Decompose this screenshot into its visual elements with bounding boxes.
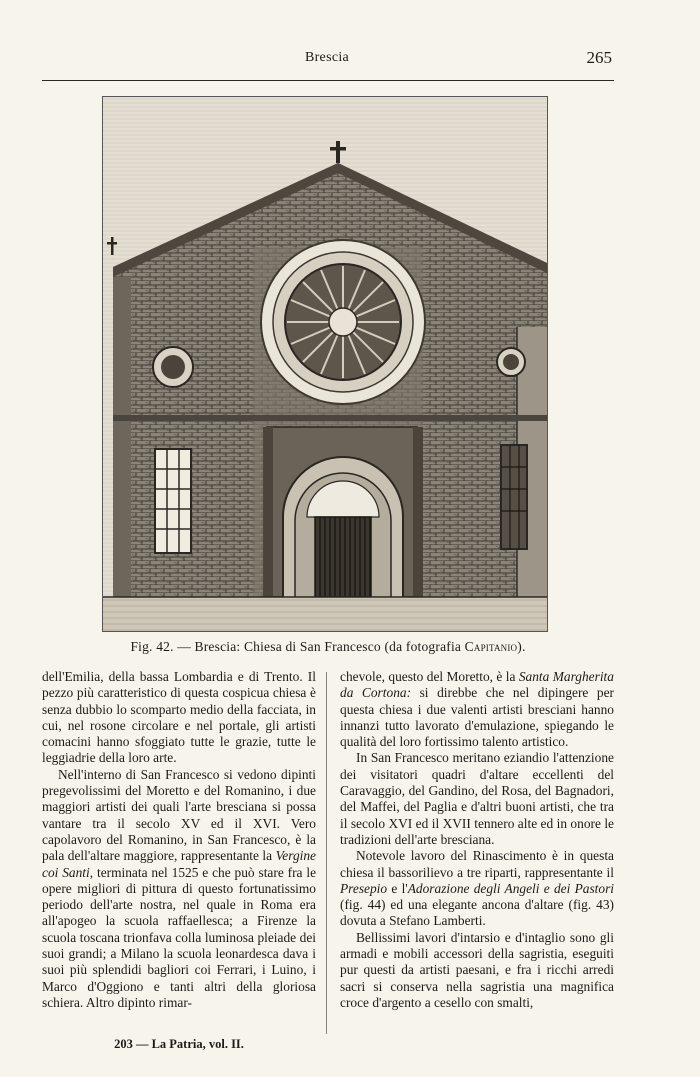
paragraph	[340, 930, 614, 1011]
church-facade-illustration	[103, 97, 547, 631]
body-text: Bellissimi lavori d'intarsio e d'intaglio sono gli armadi e mobili accessori della sagristia, eseguiti pur questi da artisti paesani, e fra i ricchi arredi sacri si conserva nella sagristia una magnifica croce d'argento a cesello con smalti,	[340, 929, 614, 1010]
body-text: (fig. 44) ed una elegante ancona d'altare (fig. 43) dovuta a Stefano Lamberti.	[340, 897, 614, 929]
body-text: dell'Emilia, della bassa Lombardia e di Trento. Il pezzo più caratteristico di questa cospicua chiesa è senza dubbio lo scomparto medio della facciata, in cui, nel rosone circolare e nel portale, gli artisti comacini hanno sfoggiato tutte le grazie, tutte le leggiadrie della loro arte.	[42, 669, 316, 766]
column-divider	[326, 672, 327, 1034]
caption-credit: Capitanio	[464, 639, 518, 654]
body-text: chevole, questo del Moretto, è la	[340, 669, 519, 684]
left-window	[155, 449, 191, 553]
left-column	[42, 669, 316, 1011]
paragraph	[42, 669, 316, 767]
body-text: si direbbe che nel dipingere per questa chiesa i due valenti artisti bresciani hanno innanzi tutto lavorato d'emulazione, spiegando le qualità del loro fortissimo talento artistico.	[340, 685, 615, 750]
italic-text: Adorazione degli Angeli e dei Pastori	[407, 880, 614, 896]
body-text: Nell'interno di San Francesco si vedono dipinti pregevolissimi del Moretto e del Romanino, i due maggiori artisti dei quali l'arte bresciana si possa vantare tra il secolo XV ed il XVI. Vero capolavoro del Romanino, in San Francesco, è la pala dell'altare maggiore, rappresentante la	[42, 766, 316, 864]
paragraph	[340, 669, 614, 750]
italic-text: Presepio	[340, 880, 388, 896]
running-title: Brescia	[304, 50, 350, 65]
body-text: e l'	[387, 880, 408, 896]
rose-window	[261, 240, 425, 404]
header-rule	[42, 80, 614, 81]
running-header	[42, 50, 612, 72]
body-text: Notevole lavoro del Rinascimento è in questa chiesa il bassorilievo a tre riparti, rappresentante il	[340, 848, 614, 880]
page-number: 265	[586, 48, 612, 67]
right-window	[501, 445, 527, 549]
signature-line: 203 — La Patria, vol. II.	[114, 1037, 244, 1051]
church-engraving	[102, 96, 548, 632]
italic-text: Santa Margherita da Cortona:	[340, 669, 614, 701]
right-column	[340, 669, 614, 1011]
portal	[263, 427, 423, 597]
paragraph	[340, 750, 614, 848]
body-text: , terminata nel 1525 e che può stare fra le opere migliori di pittura di questo fortunatissimo periodo dell'arte nostra, nel quale in Roma era all'apogeo la scuola raffaellesca; a Firenze la scuola toscana trionfava colla luminosa pleiade dei suoi grandi; a Milano la scuola leonardesca dava i suoi più splendidi bagliori coi Ferrari, i Luino, i Marco d'Oggiono e tanti altri della gloriosa schiera. Altro dipinto rimar-	[42, 864, 317, 1010]
paragraph	[42, 767, 316, 1011]
caption-end: ).	[517, 639, 526, 654]
italic-text: Vergine coi Santi	[42, 848, 316, 880]
paragraph	[340, 848, 614, 929]
caption-text: Fig. 42. — Brescia: Chiesa di San Francesco (da fotografia	[130, 639, 465, 654]
figure-caption	[42, 639, 614, 655]
body-text: In San Francesco meritano eziandio l'attenzione dei visitatori quadri d'altare eccellenti del Caravaggio, del Gandino, del Rosa, del Bagnadori, del Maffei, del Paglia e d'altri buoni artisti, che tra il secolo XVI ed il XVII tennero alte ed in onore le tradizioni dell'arte bresciana.	[340, 750, 614, 847]
